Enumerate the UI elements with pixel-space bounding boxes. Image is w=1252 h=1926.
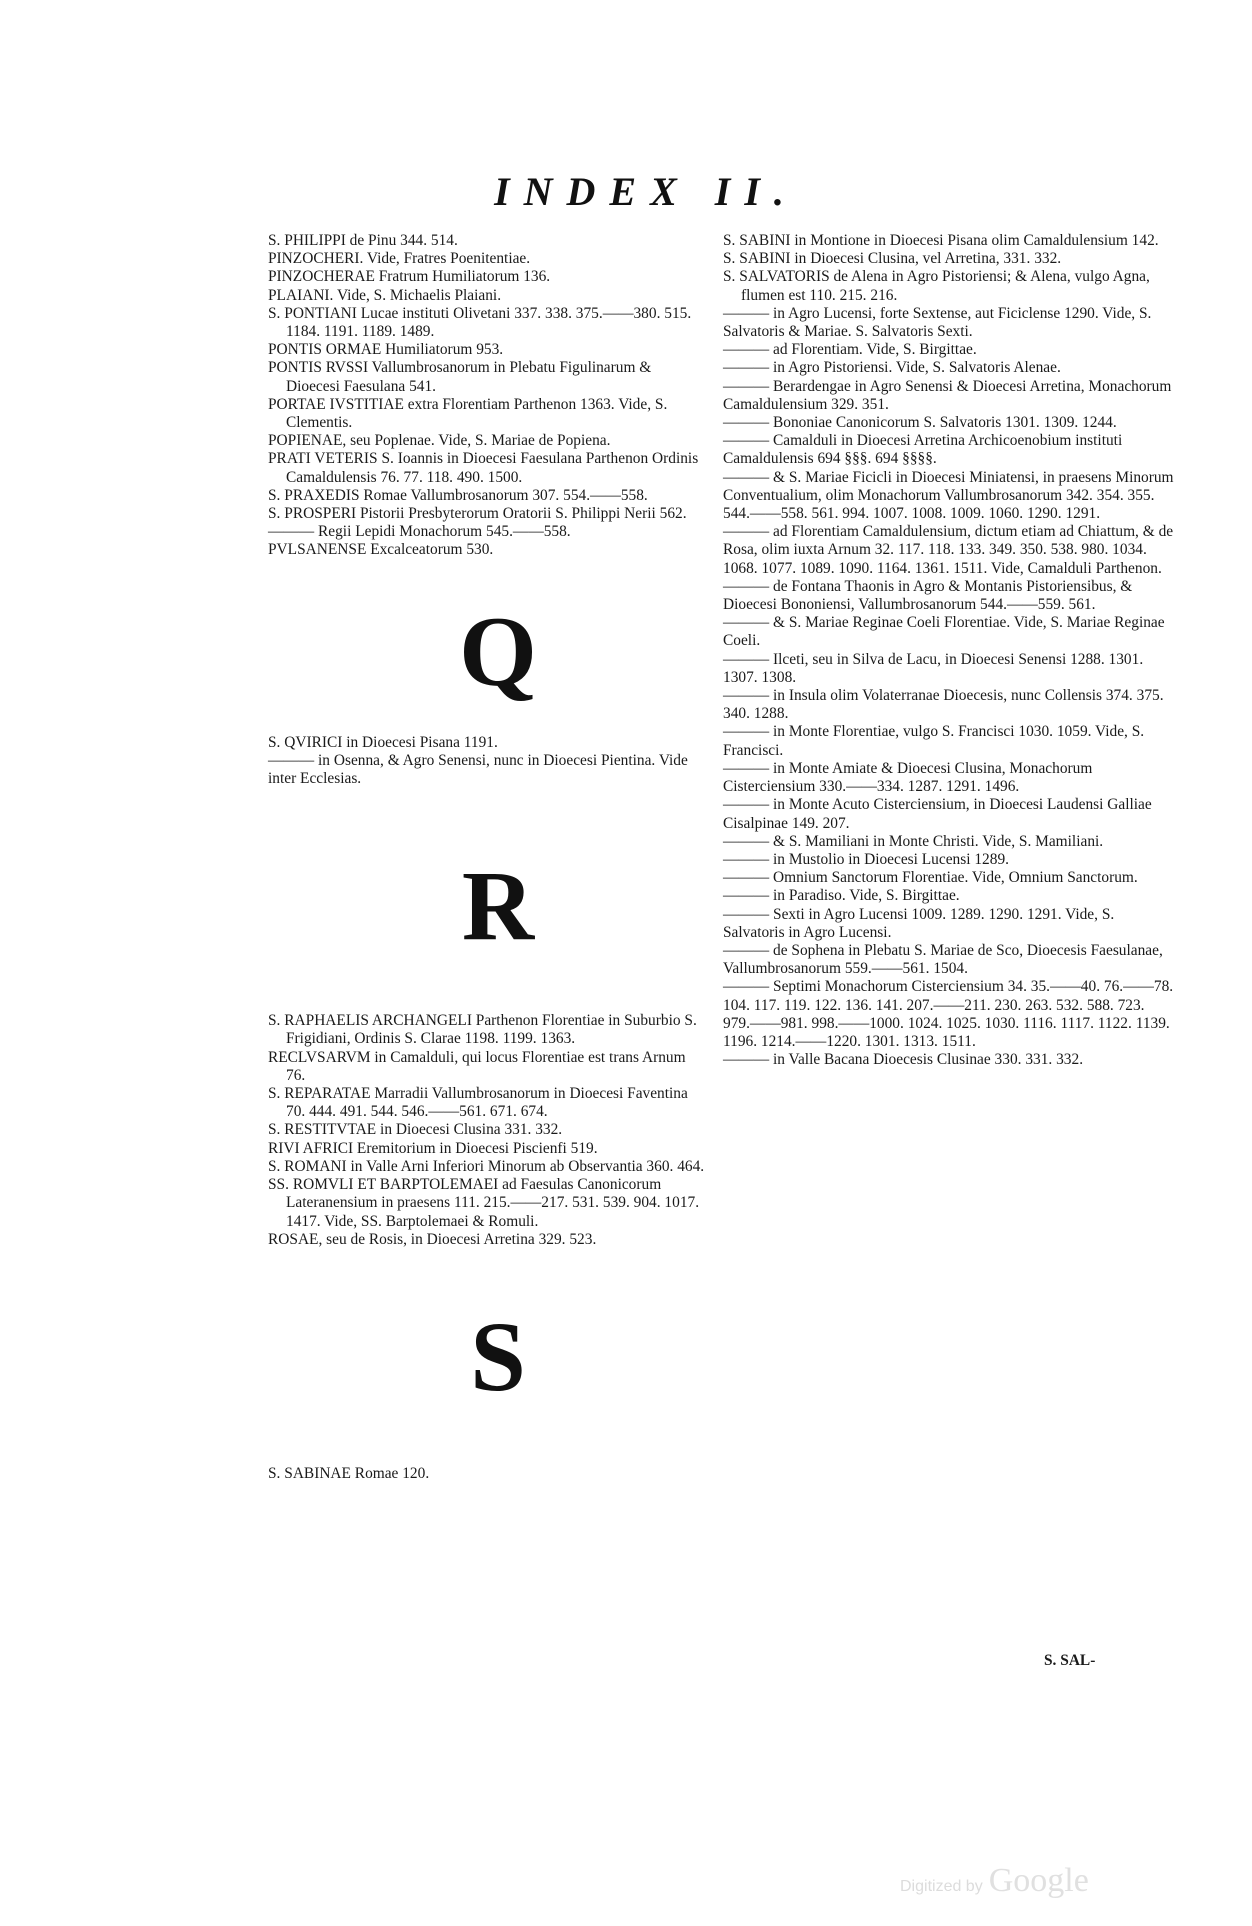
watermark-prefix: Digitized by (900, 1878, 983, 1895)
watermark-brand: Google (988, 1862, 1089, 1899)
index-entry: ——— in Monte Acuto Cisterciensium, in Dioecesi Laudensi Galliae Cisalpinae 149. 207. (723, 796, 1152, 832)
index-entry: ——— & S. Mariae Ficicli in Dioecesi Miniatensi, in praesens Minorum Conventualium, olim Monachorum Vallumbrosanorum 342. 354. 355. 544.——558. 561. 994. 1007. 1008. 1009. 1060. 1290. 1291. (723, 468, 1174, 523)
section-letter-s: S (470, 1300, 526, 1412)
index-entry: PINZOCHERAE Fratrum Humiliatorum 136. (268, 268, 551, 286)
index-entry: ——— in Monte Amiate & Dioecesi Clusina, Monachorum Cisterciensium 330.——334. 1287. 1291. 1496. (723, 759, 1093, 796)
index-entry: S. PHILIPPI de Pinu 344. 514. (268, 232, 458, 249)
index-entry: ——— Ilceti, seu in Silva de Lacu, in Dioecesi Senensi 1288. 1301. 1307. 1308. (723, 650, 1144, 686)
index-entry: ——— & S. Mamiliani in Monte Christi. Vide, S. Mamiliani. (723, 832, 1104, 850)
index-entry: ——— in Paradiso. Vide, S. Birgittae. (723, 887, 960, 905)
index-entry: ——— ad Florentiam Camaldulensium, dictum etiam ad Chiattum, & de Rosa, olim iuxta Arnum 32. 117. 118. 133. 349. 350. 538. 980. 1034. 1068. 1077. 1089. 1090. 1164. 1361. 1511. Vide, Camalduli Parthenon. (723, 523, 1174, 577)
index-entry: ——— in Valle Bacana Dioecesis Clusinae 330. 331. 332. (723, 1051, 1084, 1069)
entries-p (268, 232, 708, 560)
index-number: II. (714, 169, 798, 214)
index-entry: S. PONTIANI Lucae instituti Olivetani 337. 338. 375.——380. 515. 1184. 1191. 1189. 1489. (268, 304, 692, 341)
index-title: INDEX (494, 169, 691, 214)
index-entry: ——— in Mustolio in Dioecesi Lucensi 1289. (723, 850, 1009, 868)
index-entry: ——— ad Florentiam. Vide, S. Birgittae. (723, 341, 977, 359)
index-entry: PVLSANENSE Excalceatorum 530. (268, 541, 494, 559)
index-entry: ——— de Sophena in Plebatu S. Mariae de Sco, Dioecesis Faesulanae, Vallumbrosanorum 559.——561. 1504. (723, 941, 1163, 978)
index-entry: RIVI AFRICI Eremitorium in Dioecesi Piscienfi 519. (268, 1139, 598, 1157)
section-letter-r: R (461, 850, 535, 962)
index-entry: ——— Camalduli in Dioecesi Arretina Archicoenobium instituti Camaldulensis 694 §§§. 694 §§§§. (723, 432, 1123, 468)
index-entry: S. SABINAE Romae 120. (268, 1464, 430, 1482)
index-entry: ——— in Agro Pistoriensi. Vide, S. Salvatoris Alenae. (723, 359, 1061, 377)
index-entry: S. QVIRICI in Dioecesi Pisana 1191. (268, 733, 498, 751)
index-entry: ——— in Osenna, & Agro Senensi, nunc in Dioecesi Pientina. Vide inter Ecclesias. (268, 751, 688, 788)
left-column (268, 232, 708, 1483)
page-header (0, 168, 1252, 215)
index-entry: PORTAE IVSTITIAE extra Florentiam Parthenon 1363. Vide, S. Clementis. (268, 395, 668, 432)
index-entry: ——— Septimi Monachorum Cisterciensium 34. 35.——40. 76.——78. 104. 117. 119. 122. 136. 141. 207.——211. 230. 263. 532. 588. 723. 979.——981. 998.——1000. 1024. 1025. 1030. 1116. 1117. 1122. 1139. 1196. 1214.——1220. 1301. 1313. 1511. (723, 978, 1174, 1050)
index-entry: S. SABINI in Montione in Dioecesi Pisana olim Camaldulensium 142. (723, 232, 1159, 249)
index-entry: S. REPARATAE Marradii Vallumbrosanorum in Dioecesi Faventina 70. 444. 491. 544. 546.——561. 671. 674. (268, 1085, 688, 1121)
index-entry: ——— in Agro Lucensi, forte Sextense, aut Ficiclense 1290. Vide, S. Salvatoris & Mariae. S. Salvatoris Sexti. (723, 304, 1152, 341)
index-entry: S. RAPHAELIS ARCHANGELI Parthenon Florentiae in Suburbio S. Frigidiani, Ordinis S. Clarae 1198. 1199. 1363. (268, 1012, 697, 1048)
right-column (723, 232, 1175, 1069)
index-entry: S. ROMANI in Valle Arni Inferiori Minorum ab Observantia 360. 464. (268, 1157, 705, 1175)
digitization-watermark (900, 1862, 1089, 1900)
index-entry: S. SABINI in Dioecesi Clusina, vel Arretina, 331. 332. (723, 250, 1062, 268)
index-entry: RECLVSARVM in Camalduli, qui locus Florentiae est trans Arnum 76. (268, 1048, 686, 1084)
index-entry: ——— Regii Lepidi Monachorum 545.——558. (268, 523, 571, 541)
index-entry: S. SALVATORIS de Alena in Agro Pistoriensi; & Alena, vulgo Agna, flumen est 110. 215. 216. (723, 268, 1150, 304)
index-entry: ROSAE, seu de Rosis, in Dioecesi Arretina 329. 523. (268, 1230, 597, 1248)
index-entry: PONTIS RVSSI Vallumbrosanorum in Plebatu Figulinarum & Dioecesi Faesulana 541. (268, 359, 652, 395)
index-entry: ——— & S. Mariae Reginae Coeli Florentiae. Vide, S. Mariae Reginae Coeli. (723, 614, 1165, 650)
index-entry: PLAIANI. Vide, S. Michaelis Plaiani. (268, 286, 502, 304)
index-entry: SS. ROMVLI ET BARPTOLEMAEI ad Faesulas Canonicorum Lateranensium in praesens 111. 215.——217. 531. 539. 904. 1017. 1417. Vide, SS. Barptolemaei & Romuli. (268, 1176, 700, 1230)
entries-r (268, 1012, 708, 1249)
catchword: S. SAL- (1044, 1652, 1096, 1669)
index-entry: PONTIS ORMAE Humiliatorum 953. (268, 341, 504, 359)
index-entry: PRATI VETERIS S. Ioannis in Dioecesi Faesulana Parthenon Ordinis Camaldulensis 76. 77. 118. 490. 1500. (268, 450, 699, 486)
index-entry: ——— Omnium Sanctorum Florentiae. Vide, Omnium Sanctorum. (723, 869, 1138, 887)
index-entry: S. PRAXEDIS Romae Vallumbrosanorum 307. 554.——558. (268, 486, 648, 504)
index-entry: ——— Berardengae in Agro Senensi & Dioecesi Arretina, Monachorum Camaldulensium 329. 351. (723, 377, 1172, 413)
index-entry: POPIENAE, seu Poplenae. Vide, S. Mariae de Popiena. (268, 432, 611, 450)
index-entry: ——— de Fontana Thaonis in Agro & Montanis Pistoriensibus, & Dioecesi Bononiensi, Vallumbrosanorum 544.——559. 561. (723, 577, 1133, 614)
entries-q (268, 734, 708, 789)
entries-s (268, 1465, 708, 1483)
index-entry: S. PROSPERI Pistorii Presbyterorum Oratorii S. Philippi Nerii 562. (268, 505, 687, 523)
section-letter-q: Q (459, 595, 537, 707)
index-entry: ——— in Insula olim Volaterranae Dioecesis, nunc Collensis 374. 375. 340. 1288. (723, 687, 1164, 723)
index-entry: ——— Sexti in Agro Lucensi 1009. 1289. 1290. 1291. Vide, S. Salvatoris in Agro Lucensi. (723, 905, 1115, 941)
index-entry: ——— in Monte Florentiae, vulgo S. Francisci 1030. 1059. Vide, S. Francisci. (723, 723, 1145, 759)
index-entry: S. RESTITVTAE in Dioecesi Clusina 331. 332. (268, 1121, 563, 1139)
index-entry: ——— Bononiae Canonicorum S. Salvatoris 1301. 1309. 1244. (723, 414, 1117, 432)
index-entry: PINZOCHERI. Vide, Fratres Poenitentiae. (268, 250, 531, 268)
